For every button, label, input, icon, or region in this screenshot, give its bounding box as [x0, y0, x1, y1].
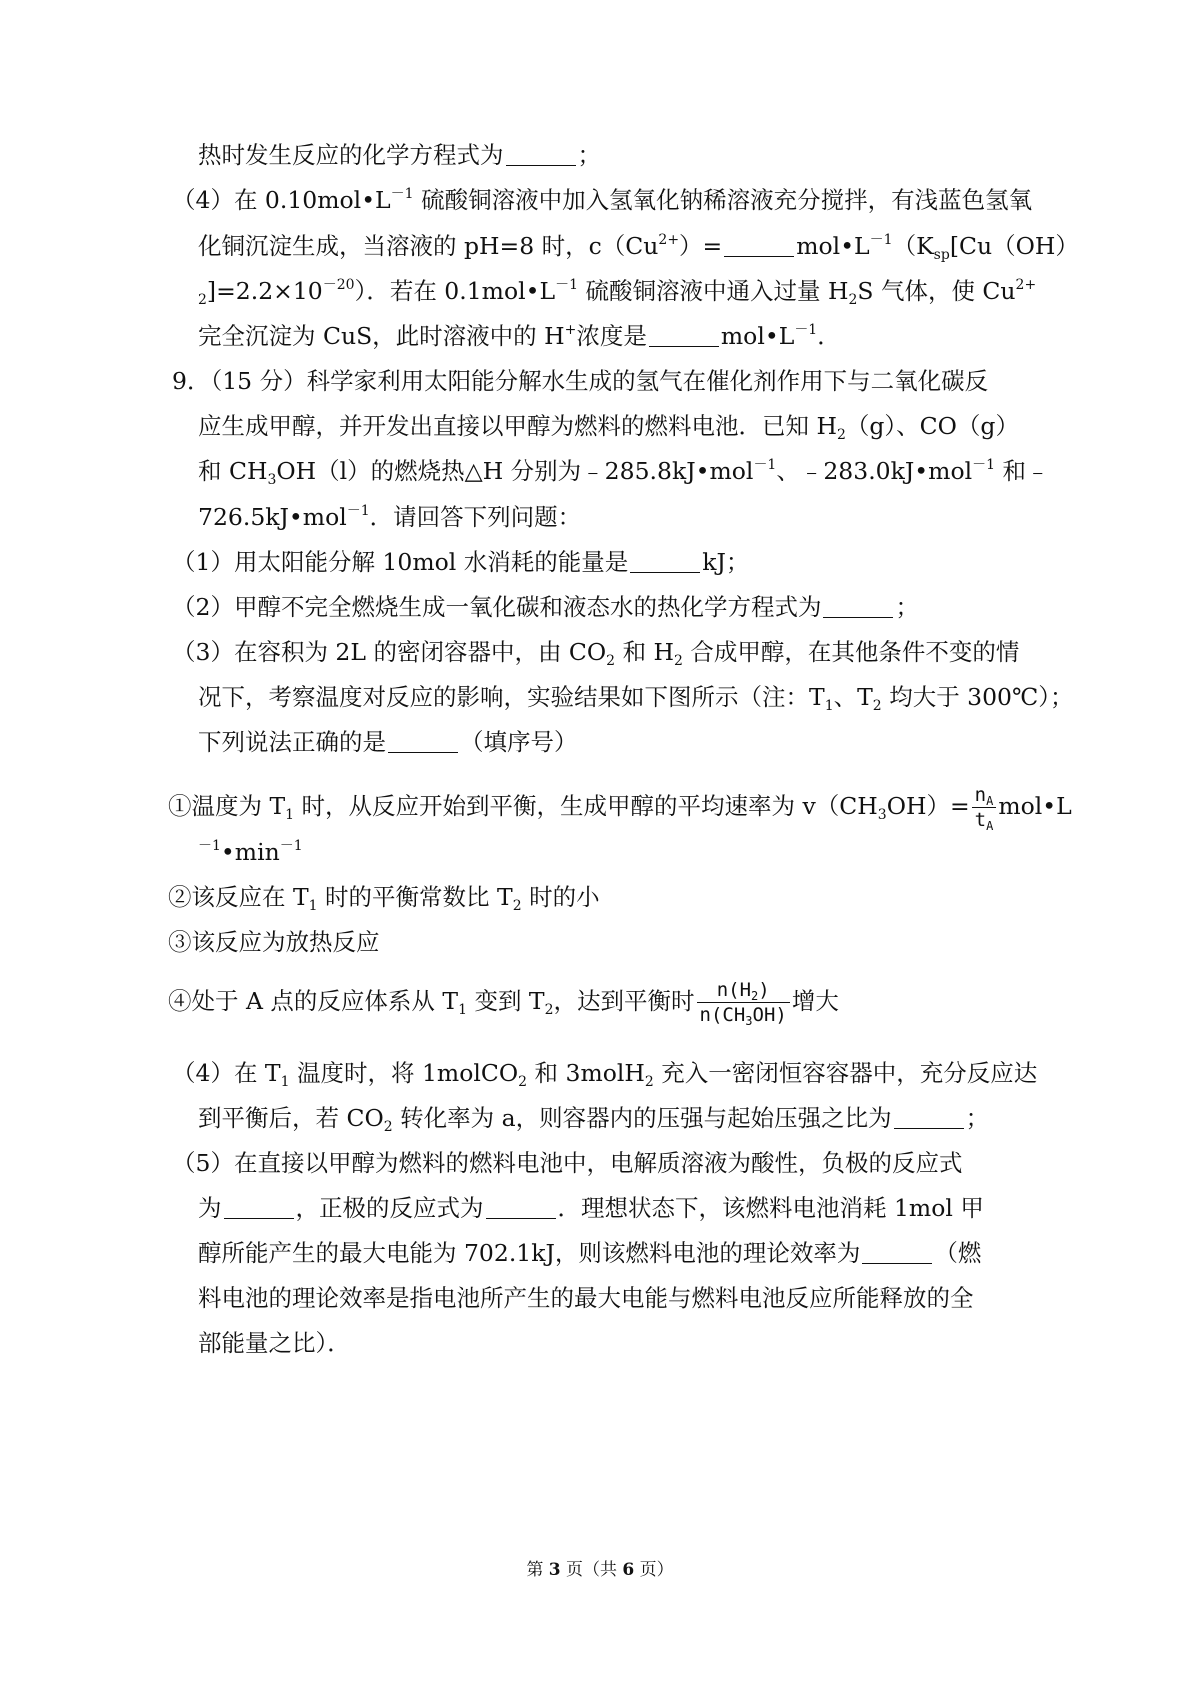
- text-line: 热时发生反应的化学方程式为 ；: [198, 141, 601, 169]
- part-3-line-3: 下列说法正确的是 （填序号）: [198, 728, 578, 756]
- part-4-line-1: （4）在 $T_1$ 温度时，将 1molCO$_2$ 和 3molH$_2$ 充入一密闭恒容容器中，充分反应达: [172, 1059, 1038, 1090]
- option-1-line-1: ①温度为 $T_1$ 时，从反应开始到平衡，生成甲醇的平均速率为 $v(CH_3OH)=$ $\frac{n_A}{t_A}$ mol•L: [168, 784, 1072, 833]
- question-9-line-1: 9．（15 分）科学家利用太阳能分解水生成的氢气在催化剂作用下与二氧化碳反: [172, 367, 989, 395]
- question-9-line-2: 应生成甲醇，并开发出直接以甲醇为燃料的燃料电池．已知 $H_2(g)$、CO（g）: [198, 412, 1019, 443]
- option-4-line: ④处于 A 点的反应体系从 $T_1$ 变到 $T_2$，达到平衡时 $\frac{n(H_2)}{n(CH_3OH)}$ 增大: [168, 979, 839, 1028]
- option-3-line: ③该反应为放热反应: [168, 928, 380, 956]
- part-4-line-2: 到平衡后，若 $CO_2$ 转化率为 a，则容器内的压强与起始压强之比为 ；: [198, 1104, 990, 1135]
- question-9-line-3: 和 $CH_3OH(l)$的燃烧热△H 分别为﹣285.8kJ•mol$^{-1}$、﹣283.0kJ•mol$^{-1}$ 和﹣: [198, 457, 1050, 488]
- part-2-line: （2）甲醇不完全燃烧生成一氧化碳和液态水的热化学方程式为 ；: [172, 593, 919, 621]
- question-4-line-4: 完全沉淀为 CuS，此时溶液中的 H+浓度是 $mol•L^{-1}$．: [198, 322, 841, 350]
- question-4-line-1: （4）在 $0.10mol•L^{-1}$ 硫酸铜溶液中加入氢氧化钠稀溶液充分搅拌，有浅蓝色氢氧: [172, 186, 1033, 214]
- part-5-line-1: （5）在直接以甲醇为燃料的燃料电池中，电解质溶液为酸性，负极的反应式: [172, 1149, 963, 1177]
- answer-blank[interactable]: [224, 1196, 294, 1219]
- answer-blank[interactable]: [649, 324, 719, 347]
- answer-blank[interactable]: [724, 234, 794, 257]
- answer-blank[interactable]: [486, 1196, 556, 1219]
- question-4-line-2: 化铜沉淀生成，当溶液的 pH=8 时，$c(Cu^{2+})=$ $mol•L^{-1}(K_{sp}[Cu(OH)$: [198, 232, 1079, 263]
- part-5-line-3: 醇所能产生的最大电能为 702.1kJ，则该燃料电池的理论效率为 （燃: [198, 1239, 982, 1267]
- question-4-line-3: $_2]=2.2\times 10^{-20}$）．若在 $0.1mol•L^{-1}$ 硫酸铜溶液中通入过量 $H_2S$ 气体，使 $Cu^{2+}$: [198, 277, 1037, 308]
- question-9-line-4: 726.5kJ•mol$^{-1}$．请回答下列问题：: [198, 503, 582, 531]
- option-1-line-2: $^{-1}•\min^{-1}$: [198, 838, 303, 866]
- answer-blank[interactable]: [862, 1241, 932, 1264]
- part-5-line-2: 为 ，正极的反应式为 ．理想状态下，该燃料电池消耗 1mol 甲: [198, 1194, 984, 1222]
- mole-ratio-fraction: $\frac{n(H_2)}{n(CH_3OH)}$: [697, 978, 790, 1027]
- part-3-line-1: （3）在容积为 2L 的密闭容器中，由 $CO_2$ 和 $H_2$ 合成甲醇，在其他条件不变的情: [172, 638, 1020, 669]
- page-number: 3: [548, 1560, 561, 1580]
- answer-blank[interactable]: [630, 550, 700, 573]
- answer-blank[interactable]: [823, 595, 893, 618]
- page-total: 6: [622, 1560, 635, 1580]
- page-footer: 第 3 页（共 6 页）: [526, 1560, 674, 1580]
- answer-blank[interactable]: [388, 730, 458, 753]
- answer-blank[interactable]: [894, 1106, 964, 1129]
- answer-blank[interactable]: [506, 143, 576, 166]
- rate-fraction: $\frac{n_A}{t_A}$: [972, 783, 997, 832]
- part-5-line-5: 部能量之比）．: [198, 1329, 351, 1357]
- part-5-line-4: 料电池的理论效率是指电池所产生的最大电能与燃料电池反应所能释放的全: [198, 1284, 974, 1312]
- part-1-line: （1）用太阳能分解 10mol 水消耗的能量是 kJ；: [172, 548, 750, 576]
- part-3-line-2: 况下，考察温度对反应的影响，实验结果如下图所示（注：$T_1$、$T_2$ 均大于 300℃）；: [198, 683, 1074, 714]
- option-2-line: ②该反应在 $T_1$ 时的平衡常数比 $T_2$ 时的小: [168, 883, 600, 914]
